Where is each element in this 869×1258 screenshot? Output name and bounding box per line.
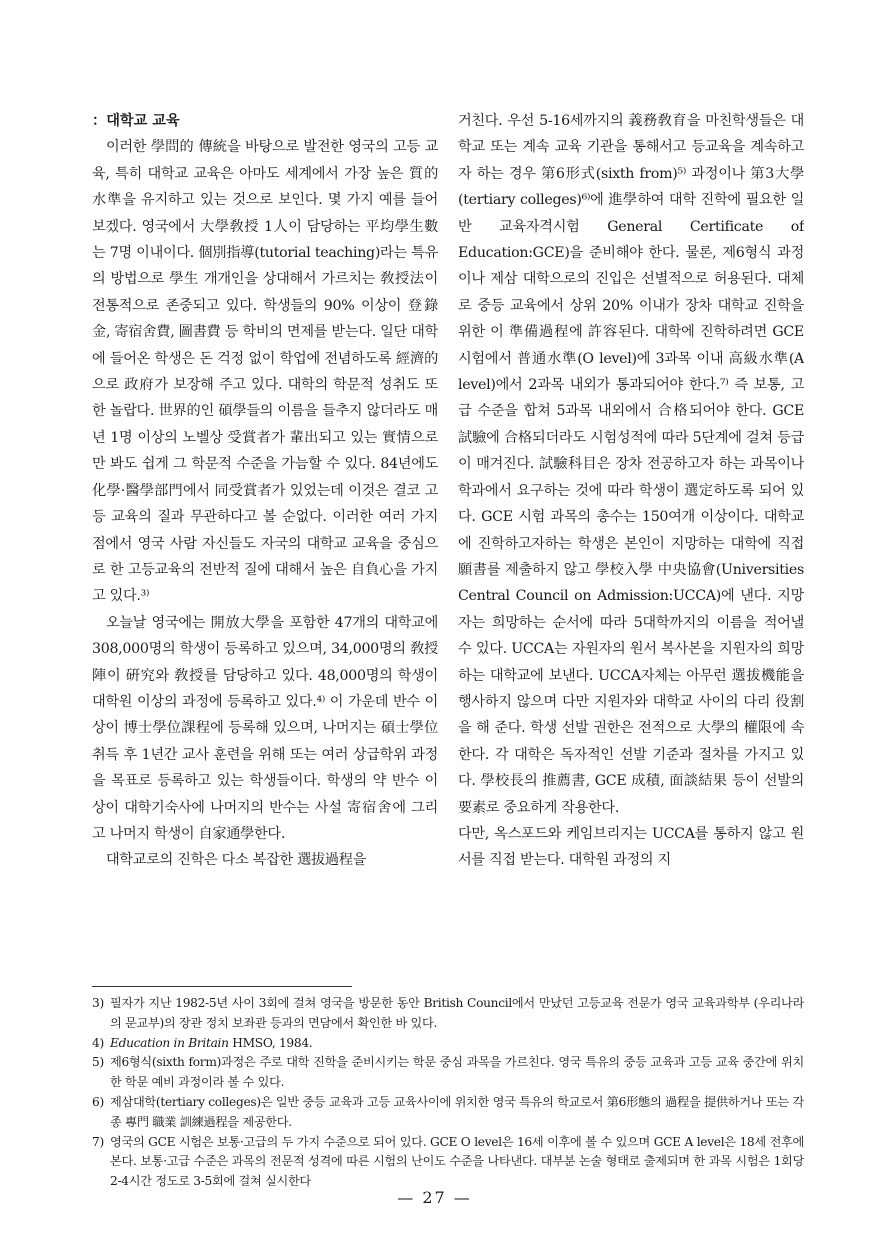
footnote (92, 1133, 804, 1192)
right-column (458, 108, 804, 980)
paragraph: 거친다. 우선 5-16세까지의 義務敎育을 마친학생들은 대학교 또는 계속 교육 기관을 통해서고 등교육을 계속하고자 하는 경우 第6形式(sixth from)⁵⁾ 과정이나 第3大學(tertiary colleges)⁶⁾에 進學하여 대학 진학에 필요한 일반 교육자격시험 General Certificate of Education:GCE)을 준비해야 한다. 물론, 제6형식 과정이나 제삼 대학으로의 진입은 선별적으로 허용된다. 대체로 중등 교육에서 상위 20% 이내가 장차 대학교 진학을 위한 이 準備過程에 許容된다. 대학에 진학하려면 GCE 시험에서 普通水準(O level)에 3과목 이내 高級水準(A level)에서 2과목 내외가 통과되어야 한다.⁷⁾ 즉 보통, 고급 수준을 합쳐 5과목 내외에서 合格되어야 한다. GCE 試驗에 合格되더라도 시험성적에 따라 5단계에 걸쳐 등급이 매겨진다. 試驗科目은 장차 전공하고자 하는 과목이나 학과에서 요구하는 것에 따라 학생이 選定하도록 되어 있다. GCE 시험 과목의 총수는 150여개 이상이다. 대학교에 진학하고자하는 학생은 본인이 지망하는 대학에 직접 願書를 제출하지 않고 學校入學 中央協會(Universities Central Council on Admission:UCCA)에 낸다. 지망자는 희망하는 순서에 따라 5대학까지의 이름을 적어낼 수 있다. UCCA는 자원자의 원서 복사본을 지원자의 희망하는 대학교에 보낸다. UCCA자체는 아무런 選拔機能을 행사하지 않으며 다만 지원자와 대학교 사이의 다리 役割을 해 준다. 학생 선발 권한은 전적으로 大學의 權限에 속한다. 각 대학은 독자적인 선발 기준과 절차를 가지고 있다. 學校長의 推薦書, GCE 成積, 面談結果 등이 선발의 要素로 중요하게 작용한다. (458, 113, 804, 816)
left-column (92, 108, 438, 980)
footnote-detail: HMSO, 1984. (228, 1035, 313, 1050)
footnote-text: 제6형식(sixth form)과정은 주로 대학 진학을 준비시키는 학문 중심 과목을 가르친다. 영국 특유의 중등 교육과 고등 교육 중간에 위치한 학문 예비 과정이라 볼 수 있다. (110, 1055, 804, 1090)
footnote-text: 제삼대학(tertiary colleges)은 일반 중등 교육과 고등 교육사이에 위치한 영국 특유의 학교로서 第6形態의 過程을 提供하거나 또는 각종 專門 職業 訓練過程을 제공한다. (110, 1094, 804, 1129)
footnote-number: 5) (92, 1055, 104, 1070)
footnote-text: 필자가 지난 1982-5년 사이 3회에 걸쳐 영국을 방문한 동안 British Council에서 만났던 고등교육 전문가 영국 교육과학부 (우리나라의 문교부)의 장관 정치 보좌관 등과의 면담에서 확인한 바 있다. (110, 996, 804, 1030)
footnote-number: 6) (92, 1094, 104, 1109)
footnote-number: 3) (92, 996, 104, 1010)
body-columns (92, 108, 804, 980)
footnotes (92, 994, 804, 1192)
page-number: — 27 — (397, 1188, 472, 1207)
paragraph: 다만, 옥스포드와 케임브리지는 UCCA를 통하지 않고 원서를 직접 받는다. 대학원 과정의 지 (458, 825, 804, 869)
footnote-divider (92, 986, 352, 987)
footnote-number: 4) (92, 1035, 104, 1050)
paragraph: 이러한 學問的 傳統을 바탕으로 발전한 영국의 고등 교육, 특히 대학교 교육은 아마도 세계에서 가장 높은 質的 水準을 유지하고 있는 것으로 보인다. 몇 가지 예를 들어 보겠다. 영국에서 大學敎授 1人이 담당하는 平均學生數는 7명 이내이다. 個別指導(tutorial teaching)라는 특유의 방법으로 學生 개개인을 상대해서 가르치는 敎授法이 전통적으로 존중되고 있다. 학생들의 90% 이상이 登錄金, 寄宿舍費, 圖書費 등 학비의 면제를 받는다. 일단 대학에 들어온 학생은 돈 걱정 없이 학업에 전념하도록 經濟的으로 政府가 보장해 주고 있다. 대학의 학문적 성취도 또한 놀랍다. 世界的인 碩學들의 이름을 들추지 않더라도 매년 1명 이상의 노벨상 受賞者가 輩出되고 있는 實情으로만 봐도 쉽게 그 학문적 수준을 가늠할 수 있다. 84년에도 化學·醫學部門에서 同受賞者가 있었는데 이것은 결코 고등 교육의 질과 무관하다고 볼 순없다. 이러한 여러 가지 점에서 영국 사람 자신들도 자국의 대학교 교육을 중심으로 한 고등교육의 전반적 질에 대해서 높은 自負心을 가지고 있다.³⁾ (92, 139, 438, 605)
footnote (92, 1034, 804, 1054)
footnote-title: Education in Britain (110, 1035, 229, 1050)
footnote-text (110, 1034, 804, 1054)
footnote (92, 1053, 804, 1093)
footnote (92, 1093, 804, 1133)
section-title: ：대학교 교육 (92, 113, 180, 129)
footnote-number: 7) (92, 1134, 104, 1149)
paragraph: 대학교로의 진학은 다소 복잡한 選拔過程을 (106, 852, 367, 869)
footnote (92, 994, 804, 1034)
paragraph: 오늘날 영국에는 開放大學을 포함한 47개의 대학교에 308,000명의 학생이 등록하고 있으며, 34,000명의 敎授陣이 硏究와 敎授를 담당하고 있다. 48,000명의 학생이 대학원 이상의 과정에 등록하고 있다.⁴⁾ 이 가운데 반수 이상이 博士學位課程에 등록해 있으며, 나머지는 碩士學位 취득 후 1년간 교사 훈련을 위해 또는 여러 상급학위 과정을 목표로 등록하고 있는 학생들이다. 학생의 약 반수 이상이 대학기숙사에 나머지의 반수는 사설 寄宿舍에 그리고 나머지 학생이 自家通學한다. (92, 614, 438, 842)
footnote-text: 영국의 GCE 시험은 보통·고급의 두 가지 수준으로 되어 있다. GCE O level은 16세 이후에 볼 수 있으며 GCE A level은 18세 전후에 본다. 보통·고급 수준은 과목의 전문적 성격에 따른 시험의 난이도 수준을 나타낸다. 대부분 논술 형태로 출제되며 한 과목 시험은 1회당 2-4시간 정도로 3-5회에 걸쳐 실시한다 (110, 1134, 804, 1189)
